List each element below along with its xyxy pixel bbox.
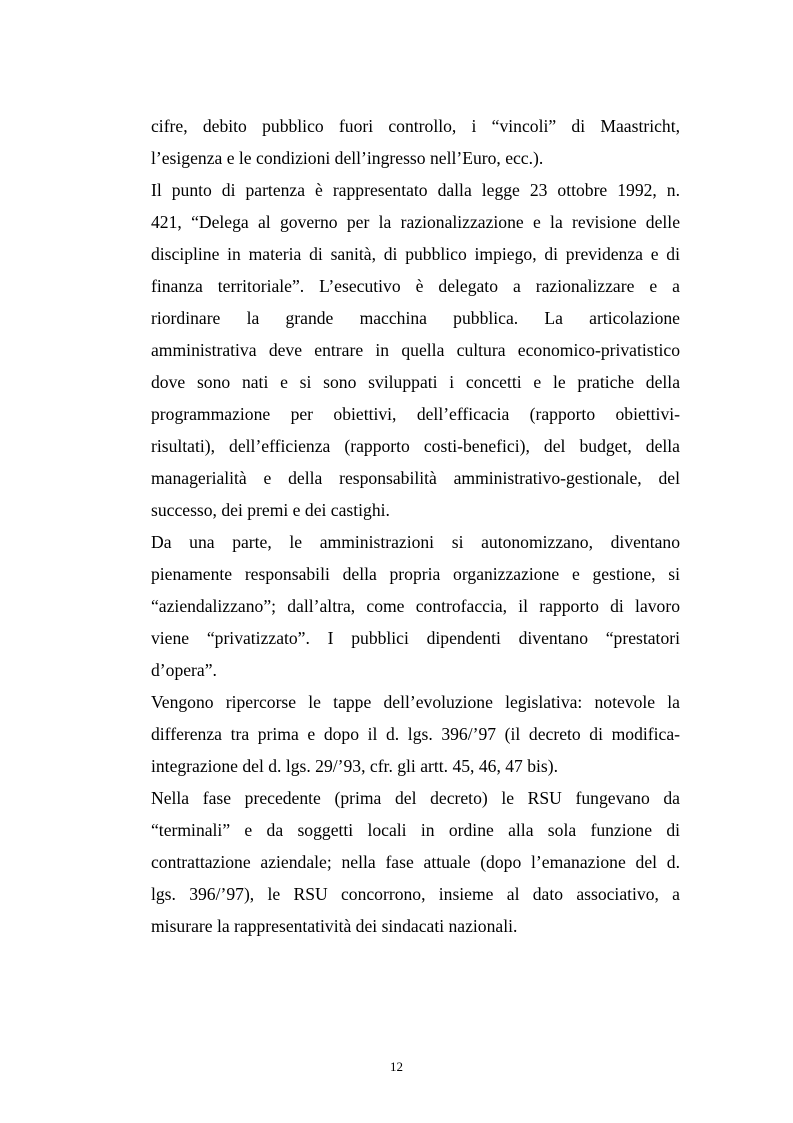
text-line: “terminali” e da soggetti locali in ordine alla sola funzione di xyxy=(151,820,680,840)
paragraph xyxy=(151,174,680,526)
text-line: Il punto di partenza è rappresentato dalla legge 23 ottobre 1992, n. xyxy=(151,180,680,200)
text-line: dove sono nati e si sono sviluppati i concetti e le pratiche della xyxy=(151,372,680,392)
paragraph xyxy=(151,110,680,174)
body-text xyxy=(151,110,680,942)
text-line: Vengono ripercorse le tappe dell’evoluzione legislativa: notevole la xyxy=(151,692,680,712)
text-line: cifre, debito pubblico fuori controllo, i “vincoli” di Maastricht, xyxy=(151,116,680,136)
text-line: “aziendalizzano”; dall’altra, come controfaccia, il rapporto di lavoro xyxy=(151,596,680,616)
paragraph xyxy=(151,686,680,782)
text-line: programmazione per obiettivi, dell’efficacia (rapporto obiettivi- xyxy=(151,404,680,424)
text-line: pienamente responsabili della propria organizzazione e gestione, si xyxy=(151,564,680,584)
text-line: risultati), dell’efficienza (rapporto costi-benefici), del budget, della xyxy=(151,436,680,456)
page-number: 12 xyxy=(390,1059,403,1074)
text-line: contrattazione aziendale; nella fase attuale (dopo l’emanazione del d. xyxy=(151,852,680,872)
text-line: differenza tra prima e dopo il d. lgs. 396/’97 (il decreto di modifica- xyxy=(151,724,680,744)
text-line: 421, “Delega al governo per la razionalizzazione e la revisione delle xyxy=(151,212,680,232)
text-line: lgs. 396/’97), le RSU concorrono, insieme al dato associativo, a xyxy=(151,884,680,904)
text-line: managerialità e della responsabilità amministrativo-gestionale, del xyxy=(151,468,680,488)
text-line: l’esigenza e le condizioni dell’ingresso nell’Euro, ecc.). xyxy=(151,148,544,168)
text-line: finanza territoriale”. L’esecutivo è delegato a razionalizzare e a xyxy=(151,276,680,296)
text-line: riordinare la grande macchina pubblica. La articolazione xyxy=(151,308,680,328)
paragraph xyxy=(151,526,680,686)
text-line: misurare la rappresentatività dei sindacati nazionali. xyxy=(151,916,518,936)
text-line: discipline in materia di sanità, di pubblico impiego, di previdenza e di xyxy=(151,244,680,264)
text-line: d’opera”. xyxy=(151,660,217,680)
paragraph xyxy=(151,782,680,942)
text-line: Nella fase precedente (prima del decreto) le RSU fungevano da xyxy=(151,788,680,808)
text-line: successo, dei premi e dei castighi. xyxy=(151,500,390,520)
text-line: Da una parte, le amministrazioni si autonomizzano, diventano xyxy=(151,532,680,552)
text-line: amministrativa deve entrare in quella cultura economico-privatistico xyxy=(151,340,680,360)
text-line: integrazione del d. lgs. 29/’93, cfr. gli artt. 45, 46, 47 bis). xyxy=(151,756,559,776)
text-line: viene “privatizzato”. I pubblici dipendenti diventano “prestatori xyxy=(151,628,680,648)
